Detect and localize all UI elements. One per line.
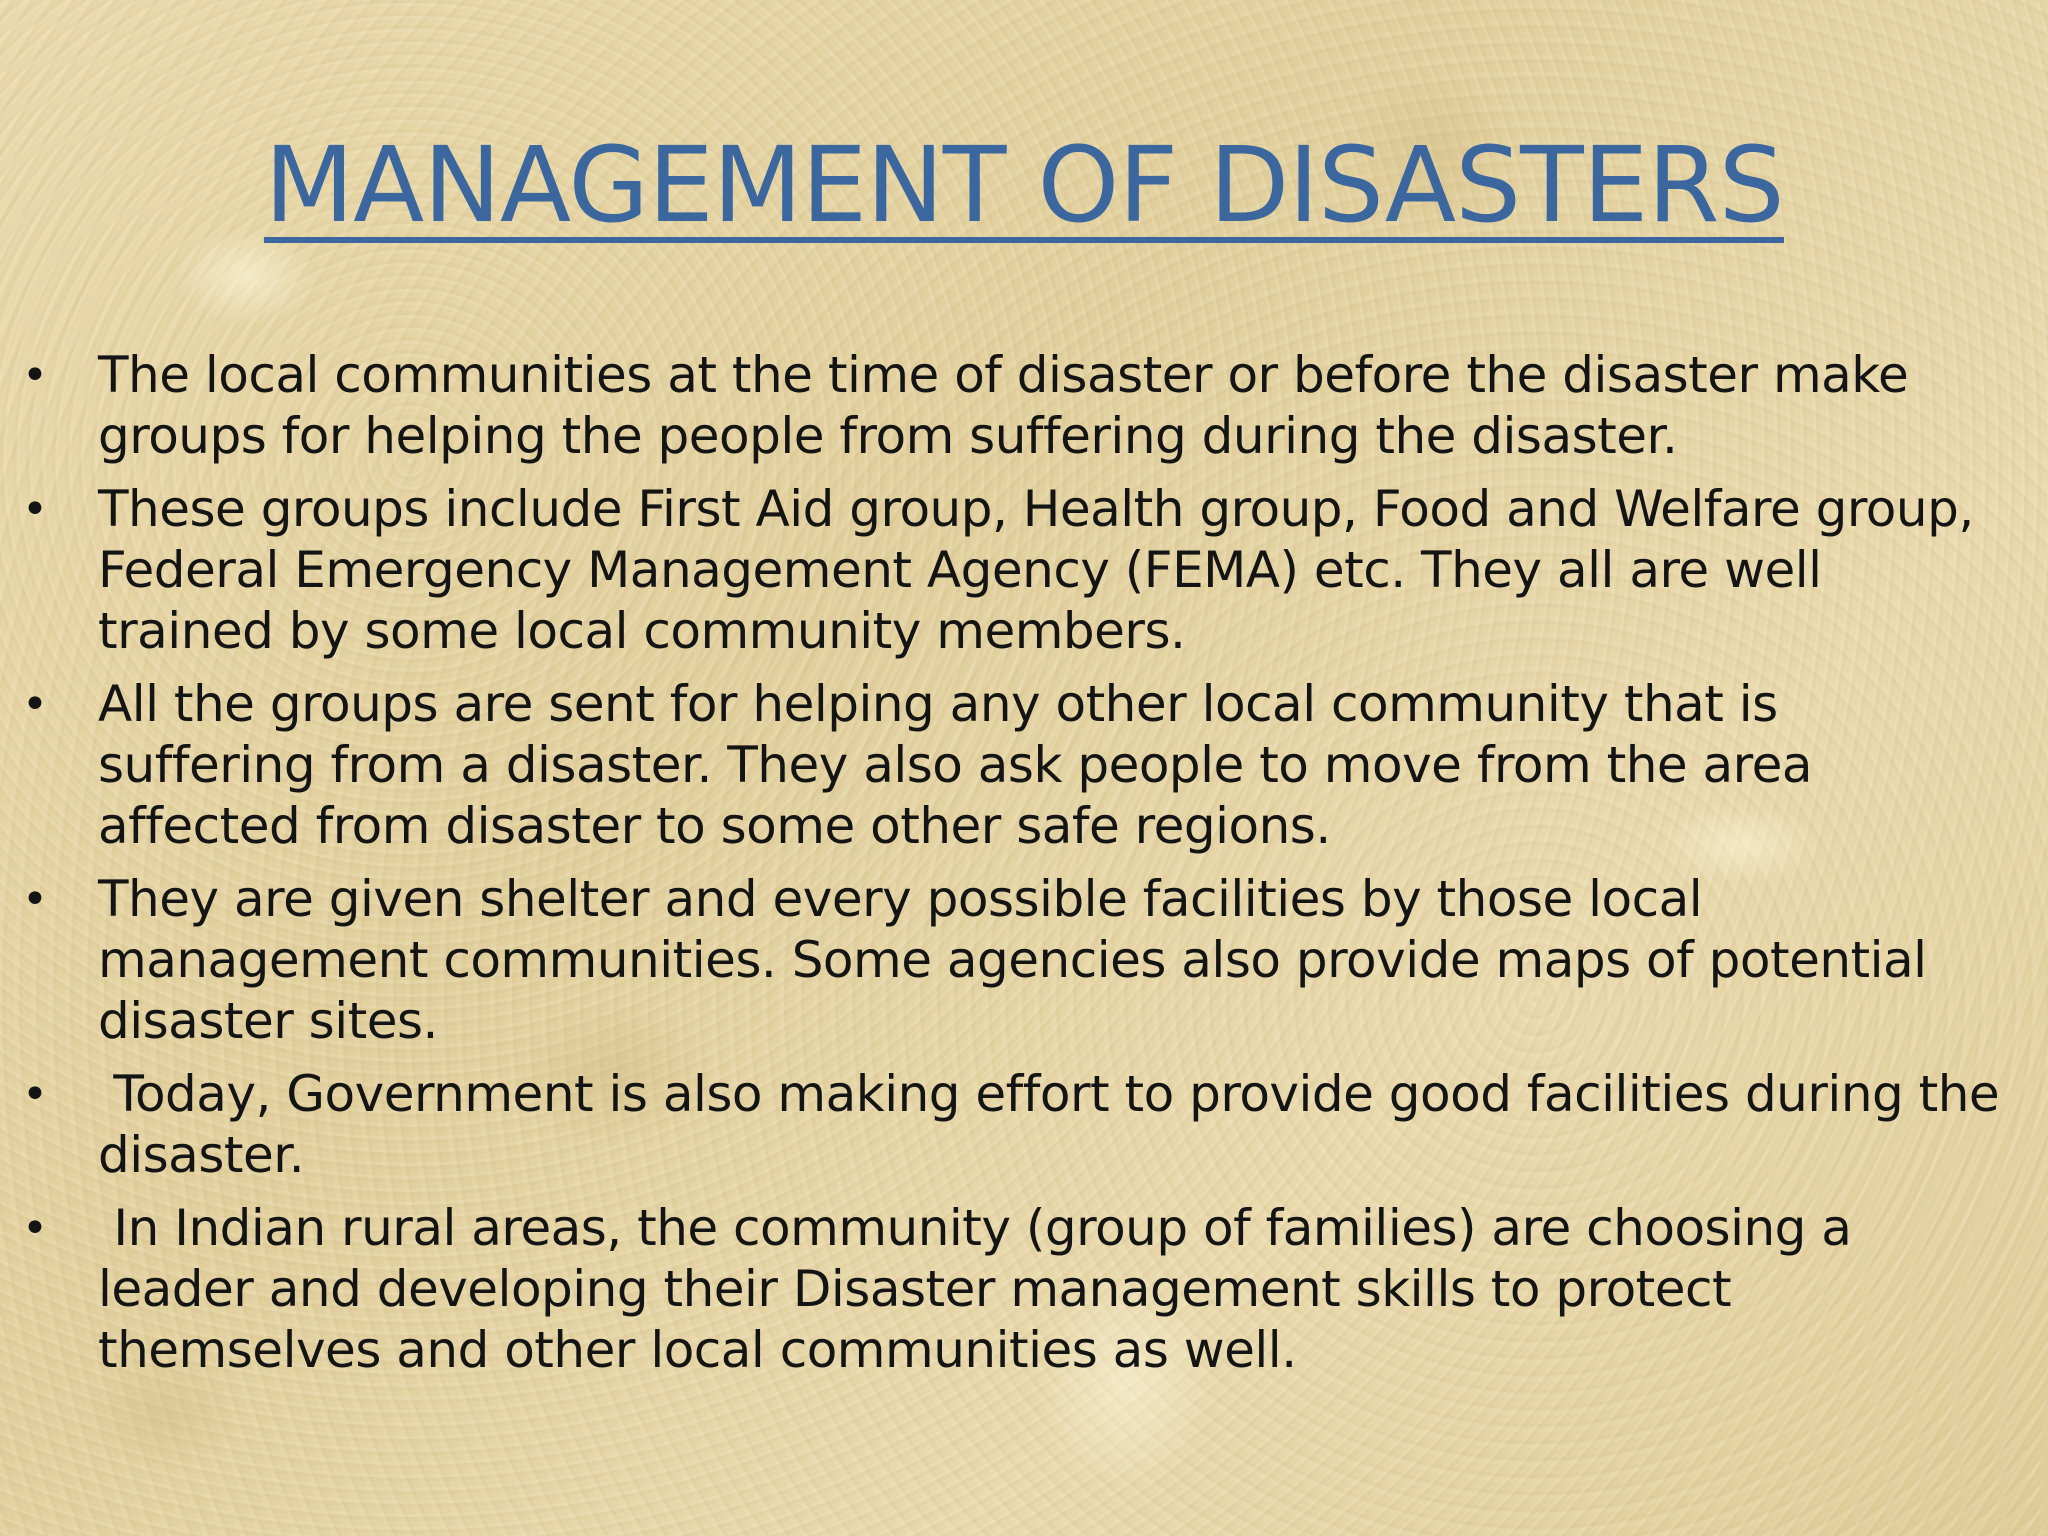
bullet-item <box>0 674 2000 857</box>
bullet-dot-icon: • <box>22 1203 48 1254</box>
bullet-dot-icon: • <box>22 679 48 730</box>
bullet-text: All the groups are sent for helping any other local community that is suffering from a disaster. They also ask people to move from the area affected from disaster to some other safe regions. <box>98 675 1813 855</box>
bullet-text: Today, Government is also making effort to provide good facilities during the disaster. <box>98 1065 2015 1184</box>
bullet-text: They are given shelter and every possible facilities by those local management communities. Some agencies also provide maps of potential disaster sites. <box>98 870 1927 1050</box>
bullet-item <box>0 1064 2015 1186</box>
bullet-text: In Indian rural areas, the community (group of families) are choosing a leader and developing their Disaster management skills to protect themselves and other local communities as well. <box>98 1199 1867 1379</box>
bullet-item <box>0 479 2000 662</box>
bullet-dot-icon: • <box>22 874 48 925</box>
bullet-list <box>0 345 2015 1393</box>
slide-title <box>0 124 2048 246</box>
bullet-item <box>0 869 2000 1052</box>
bullet-item <box>0 1198 2000 1381</box>
slide-title-text: MANAGEMENT OF DISASTERS <box>264 124 1784 246</box>
bullet-dot-icon: • <box>22 484 48 535</box>
bullet-text: The local communities at the time of disaster or before the disaster make groups for helping the people from suffering during the disaster. <box>98 346 1909 465</box>
bullet-dot-icon: • <box>22 1069 48 1120</box>
bullet-text: These groups include First Aid group, Health group, Food and Welfare group, Federal Emergency Management Agency (FEMA) etc. They all are well trained by some local community members. <box>98 480 1974 660</box>
bullet-dot-icon: • <box>22 350 48 401</box>
bullet-item <box>0 345 2000 467</box>
